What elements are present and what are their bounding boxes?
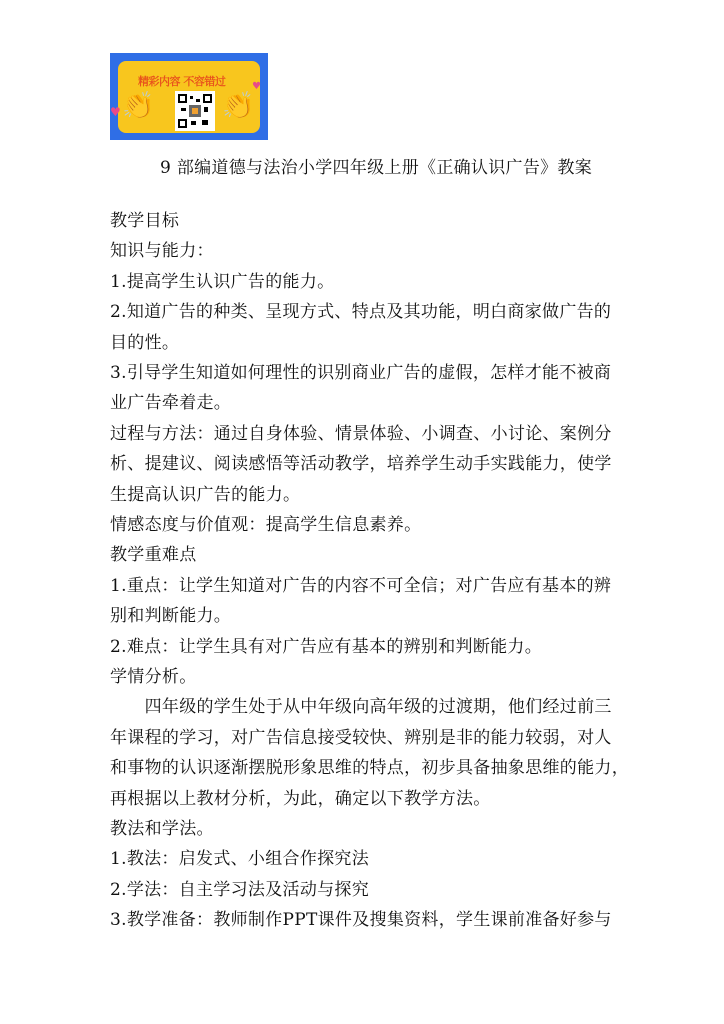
text-line: 1.提高学生认识广告的能力。 <box>110 271 335 292</box>
text-line: 3.引导学生知道如何理性的识别商业广告的虚假，怎样才能不被商 <box>110 363 612 383</box>
banner-slogan: 精彩内容 不容错过 <box>138 75 226 88</box>
text-line: 2.学法：自主学习法及活动与探究 <box>110 879 370 900</box>
heart-icon: ♥ <box>252 81 261 92</box>
text-line: 教学重难点 <box>110 545 197 566</box>
qr-code[interactable] <box>175 91 215 131</box>
clapping-hands-icon: 👏 <box>122 91 155 121</box>
text-line: 2.难点：让学生具有对广告应有基本的辨别和判断能力。 <box>110 636 543 657</box>
text-line: 和事物的认识逐渐摆脱形象思维的特点，初步具备抽象思维的能力， <box>110 758 629 779</box>
text-line: 2.知道广告的种类、呈现方式、特点及其功能，明白商家做广告的 <box>110 302 612 323</box>
clapping-hands-icon: 👏 <box>222 91 255 121</box>
text-line: 别和判断能力。 <box>110 606 232 627</box>
text-line: 四年级的学生处于从中年级向高年级的过渡期，他们经过前三 <box>110 697 612 718</box>
text-line: 再根据以上教材分析，为此，确定以下教学方法。 <box>110 788 491 809</box>
promo-banner[interactable] <box>110 53 268 140</box>
text-line: 3.教学准备：教师制作PPT课件及搜集资料，学生课前准备好参与 <box>110 910 612 931</box>
text-line: 情感态度与价值观：提高学生信息素养。 <box>110 515 422 535</box>
text-line: 学情分析。 <box>110 667 197 687</box>
text-line: 目的性。 <box>110 332 180 353</box>
text-line: 生提高认识广告的能力。 <box>110 484 301 505</box>
text-line: 知识与能力： <box>110 241 214 262</box>
text-line: 析、提建议、阅读感悟等活动教学，培养学生动手实践能力，使学 <box>110 454 612 475</box>
text-line: 过程与方法：通过自身体验、情景体验、小调查、小讨论、案例分 <box>110 423 612 444</box>
text-line: 年课程的学习，对广告信息接受较快、辨别是非的能力较弱，对人 <box>110 727 612 748</box>
text-line: 教学目标 <box>110 211 180 231</box>
document-title: 9 部编道德与法治小学四年级上册《正确认识广告》教案 <box>160 158 593 178</box>
text-line: 1.重点：让学生知道对广告的内容不可全信；对广告应有基本的辨 <box>110 575 612 596</box>
heart-icon: ♥ <box>110 105 121 119</box>
banner-panel <box>118 61 260 133</box>
text-line: 业广告牵着走。 <box>110 393 232 414</box>
text-line: 1.教法：启发式、小组合作探究法 <box>110 849 370 870</box>
text-line: 教法和学法。 <box>110 819 214 839</box>
